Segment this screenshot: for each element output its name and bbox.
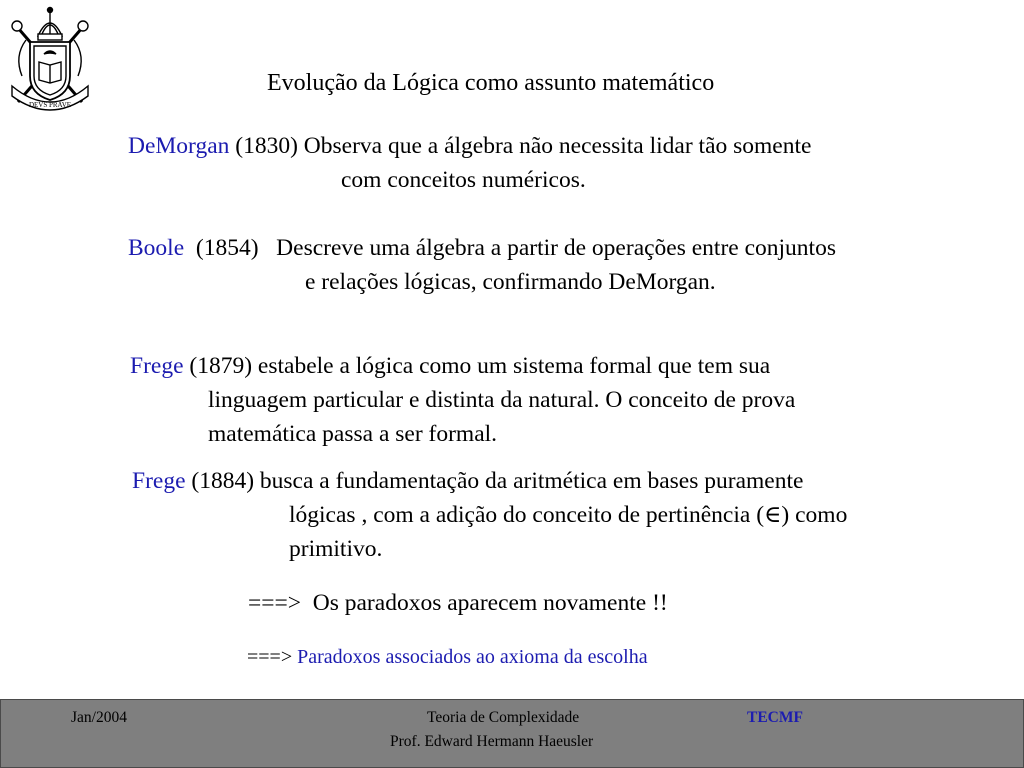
- entry-demorgan-line2: com conceitos numéricos.: [341, 167, 586, 193]
- slide-footer: [0, 699, 1024, 768]
- entry-text: (1830) Observa que a álgebra não necessita lidar tão somente: [235, 133, 812, 159]
- crest-motto: DEVS PRAVE: [28, 101, 72, 109]
- entry-text: (1879) estabele a lógica como um sistema formal que tem sua: [189, 353, 771, 379]
- entry-frege1879-line1: [130, 349, 770, 383]
- arrow-glyph: ===>: [247, 646, 293, 668]
- entry-name: DeMorgan: [128, 133, 230, 159]
- entry-name: Boole: [128, 235, 185, 261]
- footer-tag: TECMF: [747, 709, 803, 726]
- footer-professor: Prof. Edward Hermann Haeusler: [390, 733, 594, 750]
- entry-frege1879-line2: linguagem particular e distinta da natural. O conceito de prova: [208, 387, 796, 413]
- entry-name: Frege: [132, 468, 186, 494]
- entry-name: Frege: [130, 353, 184, 379]
- entry-frege1884-line3: primitivo.: [289, 536, 383, 562]
- entry-text: (1884) busca a fundamentação da aritmética em bases puramente: [191, 468, 804, 494]
- paradox-text: Os paradoxos aparecem novamente !!: [312, 590, 668, 616]
- paradox-text: Paradoxos associados ao axioma da escolha: [297, 646, 648, 668]
- footer-date: Jan/2004: [71, 709, 127, 726]
- entry-frege1884-line2: lógicas , com a adição do conceito de pertinência (∈) como: [289, 502, 848, 528]
- entry-frege1884-line1: [132, 464, 803, 498]
- paradox-line-1: [248, 590, 668, 617]
- paradox-line-2: [247, 646, 648, 669]
- entry-demorgan-line1: [128, 129, 811, 163]
- slide-title: Evolução da Lógica como assunto matemático: [267, 70, 715, 96]
- entry-boole-line2: e relações lógicas, confirmando DeMorgan.: [305, 269, 716, 295]
- footer-course: Teoria de Complexidade: [427, 709, 580, 726]
- entry-frege1879-line3: matemática passa a ser formal.: [208, 421, 498, 447]
- entry-boole-line1: [128, 231, 836, 265]
- arrow-glyph: ===>: [248, 590, 302, 616]
- entry-text: (1854) Descreve uma álgebra a partir de operações entre conjuntos: [195, 235, 836, 261]
- university-crest-icon: [6, 6, 94, 118]
